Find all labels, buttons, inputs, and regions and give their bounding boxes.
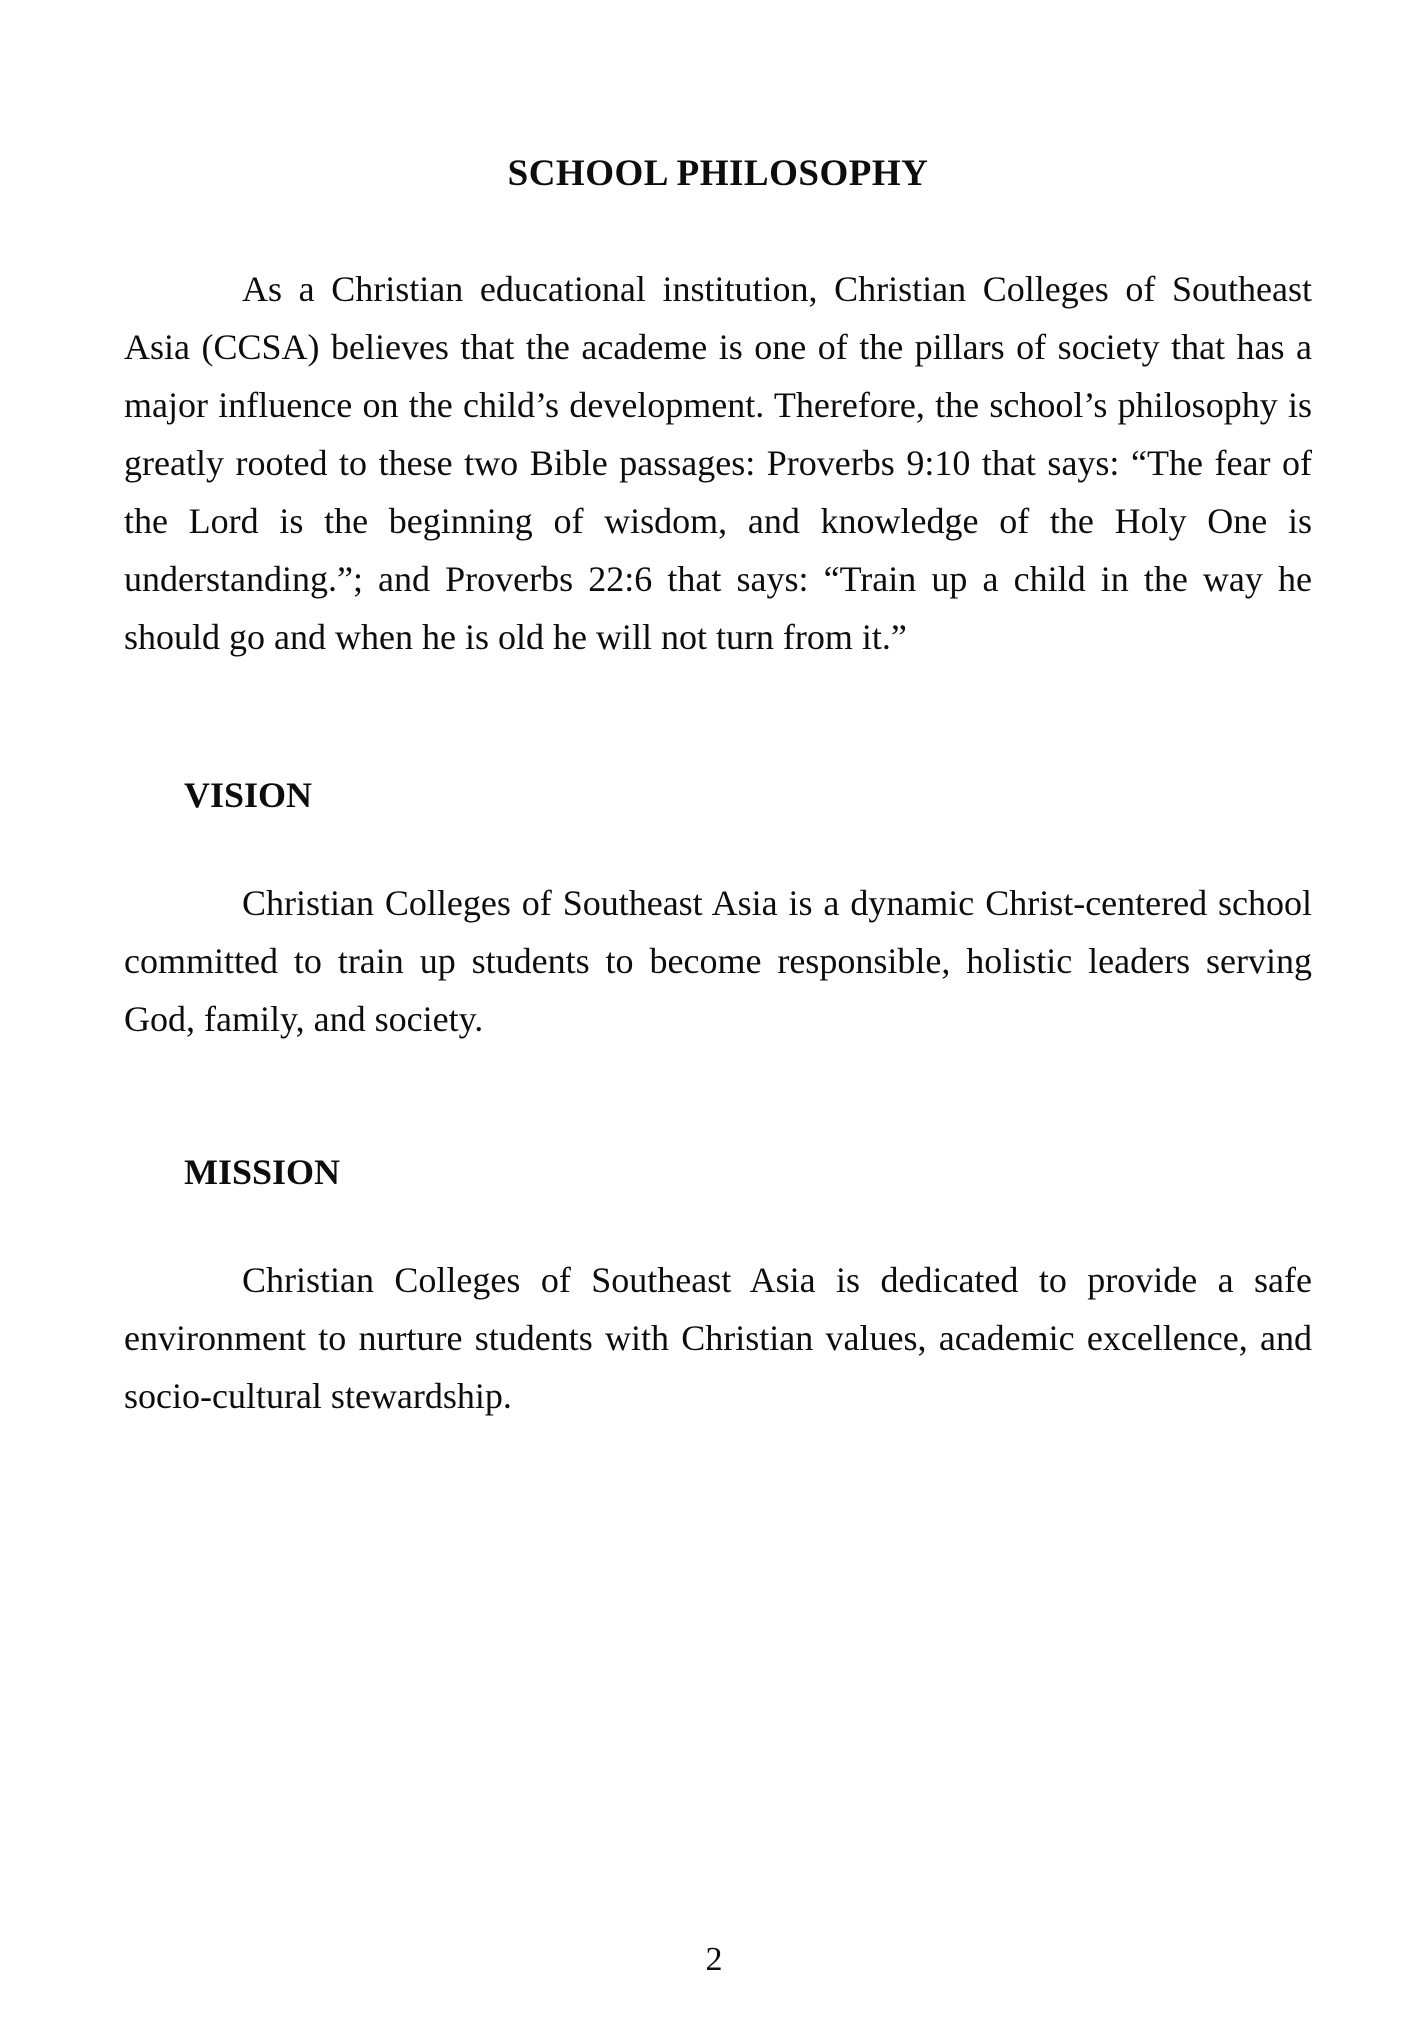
vision-heading: VISION bbox=[184, 775, 313, 815]
philosophy-paragraph: As a Christian educational institution, Christian Colleges of Southeast Asia (CCSA) believes that the academe is one of the pillars of society that has a major influence on the child’s development. Therefore, the school’s philosophy is greatly rooted to these two Bible passages: Proverbs 9:10 that says: “The fear of the Lord is the beginning of wisdom, and knowledge of the Holy One is understanding.”; and Proverbs 22:6 that says: “Train up a child in the way he should go and when he is old he will not turn from it.” bbox=[124, 269, 1312, 657]
section-vision bbox=[124, 771, 1312, 1048]
section-mission bbox=[124, 1148, 1312, 1425]
mission-paragraph: Christian Colleges of Southeast Asia is dedicated to provide a safe environment to nurture students with Christian values, academic excellence, and socio-cultural stewardship. bbox=[124, 1260, 1312, 1416]
page-number: 2 bbox=[705, 1941, 723, 1978]
mission-heading: MISSION bbox=[184, 1152, 341, 1192]
page-title: SCHOOL PHILOSOPHY bbox=[507, 153, 929, 194]
vision-paragraph: Christian Colleges of Southeast Asia is a dynamic Christ-centered school committed to train up students to become responsible, holistic leaders serving God, family, and society. bbox=[124, 883, 1312, 1039]
